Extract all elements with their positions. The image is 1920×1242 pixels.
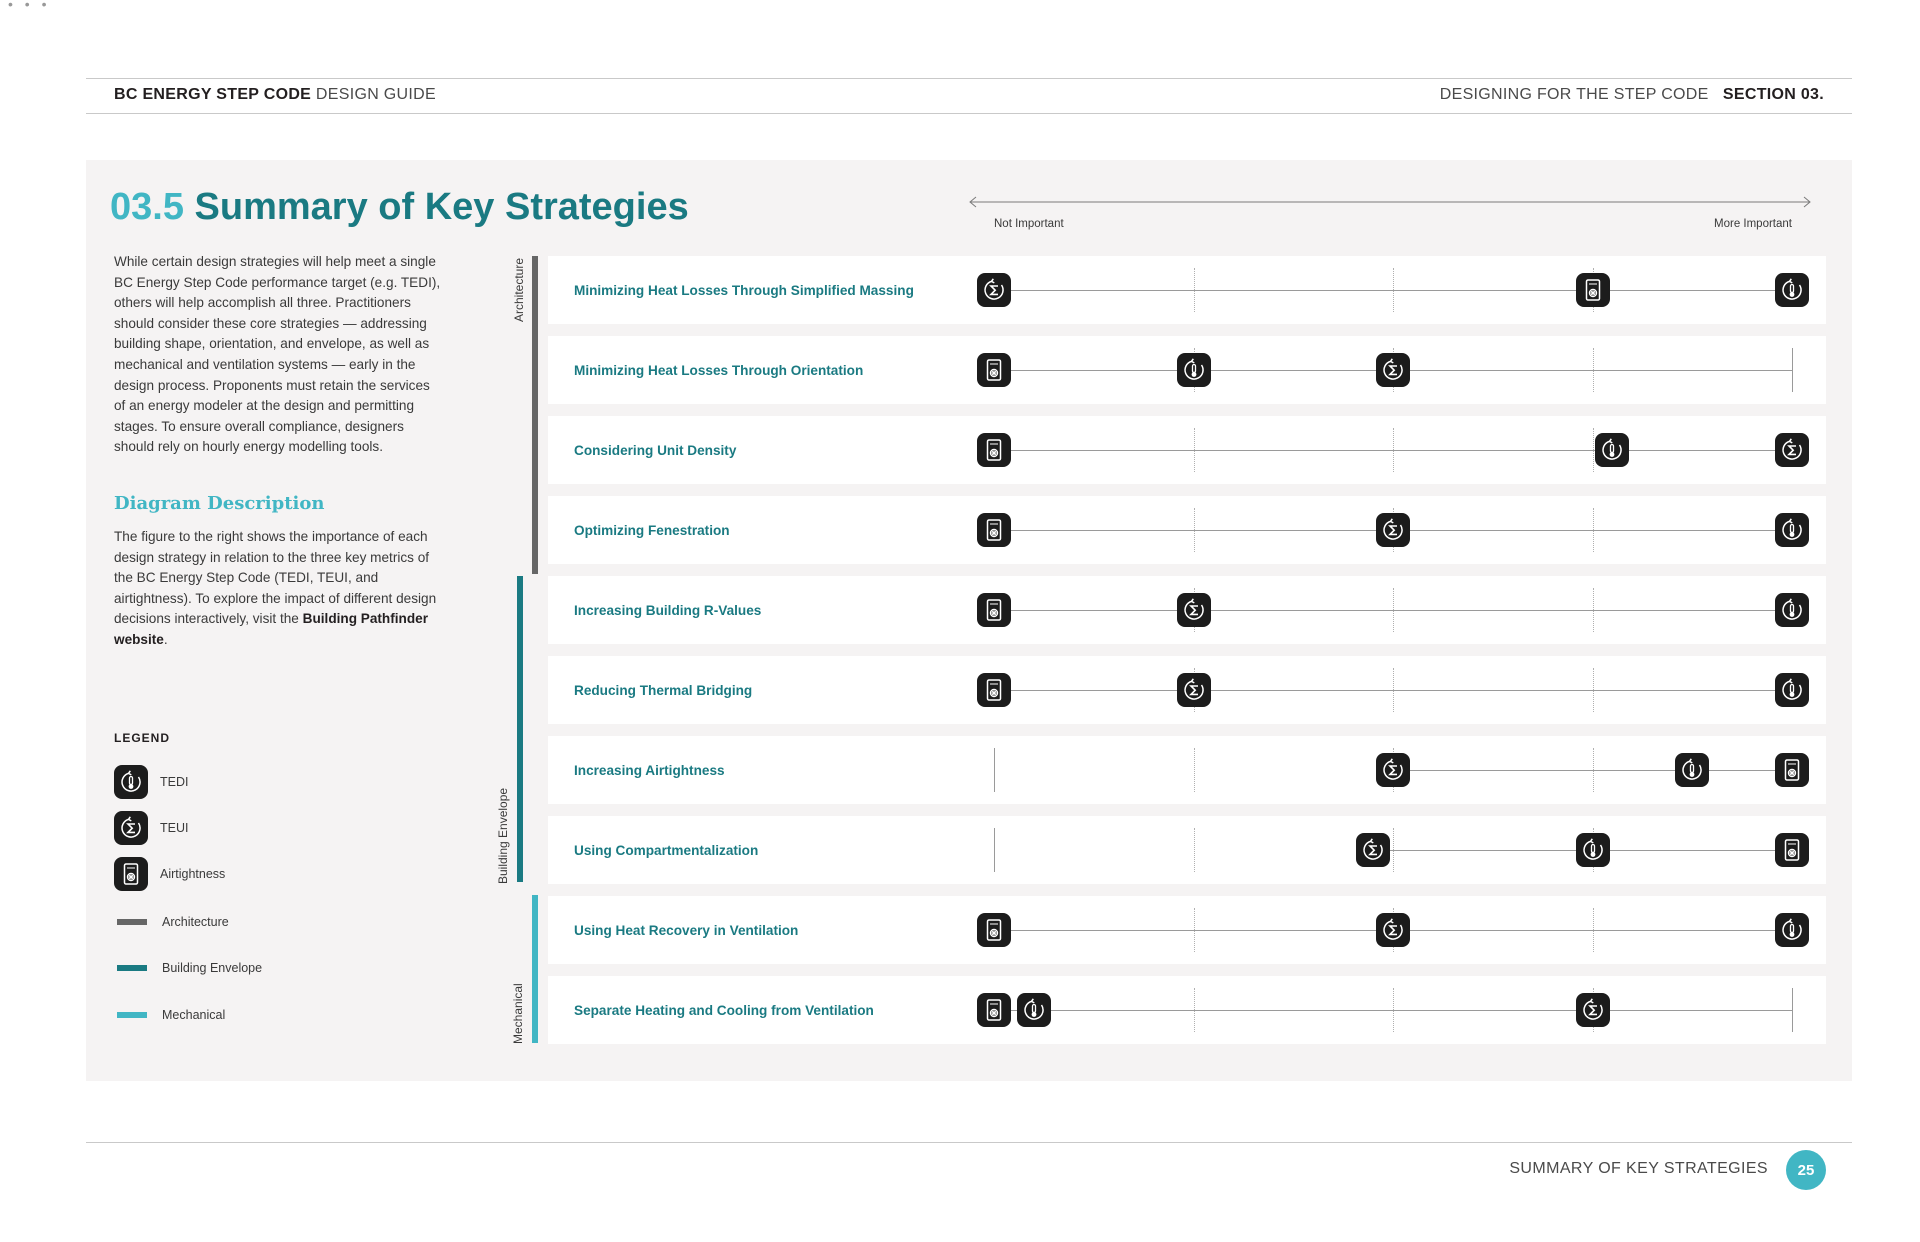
importance-line: [994, 610, 1792, 611]
strategy-label: Considering Unit Density: [574, 442, 737, 458]
page-number: 25: [1786, 1150, 1826, 1190]
strategy-label: Increasing Building R-Values: [574, 602, 762, 618]
strategy-label: Increasing Airtightness: [574, 762, 725, 778]
category-label-architecture: Architecture: [512, 257, 526, 322]
sigma-icon: [1356, 833, 1390, 867]
door-fan-icon: [977, 593, 1011, 627]
sigma-icon: [114, 811, 148, 845]
legend-item-mechanical: Mechanical: [114, 997, 225, 1033]
door-fan-icon: [1775, 753, 1809, 787]
strategy-label: Optimizing Fenestration: [574, 522, 730, 538]
category-label-building-envelope: Building Envelope: [496, 787, 510, 884]
thermometer-icon: [1775, 513, 1809, 547]
importance-line: [994, 690, 1792, 691]
header-top-rule: [86, 78, 1852, 79]
window-dots: • • •: [8, 0, 51, 12]
door-fan-icon: [977, 353, 1011, 387]
strategy-label: Separate Heating and Cooling from Ventilation: [574, 1002, 874, 1018]
sigma-icon: [1177, 673, 1211, 707]
door-fan-icon: [1775, 833, 1809, 867]
diagram-description-text: The figure to the right shows the importance of each design strategy in relation to the three key metrics of the BC Energy Step Code (TEDI, TEUI, and airtightness). To explore the impact of different design decisions interactively, visit the Building Pathfinder website.: [114, 529, 437, 647]
building-envelope-swatch: [117, 965, 147, 971]
thermometer-icon: [114, 765, 148, 799]
header-bottom-rule: [86, 113, 1852, 114]
thermometer-icon: [1177, 353, 1211, 387]
legend-item-teui: TEUI: [114, 810, 188, 846]
legend-item-architecture: Architecture: [114, 904, 229, 940]
axis-label-not-important: Not Important: [994, 218, 1064, 230]
strategy-label: Minimizing Heat Losses Through Simplified Massing: [574, 282, 914, 298]
door-fan-icon: [977, 513, 1011, 547]
page-title: 03.5 Summary of Key Strategies: [110, 186, 689, 228]
strategy-label: Using Heat Recovery in Ventilation: [574, 922, 799, 938]
axis-end-tick: [1792, 988, 1793, 1032]
door-fan-icon: [114, 857, 148, 891]
importance-line: [1393, 770, 1792, 771]
legend-item-tedi: TEDI: [114, 764, 188, 800]
sigma-icon: [1376, 753, 1410, 787]
building-pathfinder-link[interactable]: Building Pathfinder website: [114, 611, 428, 647]
gridline: [1194, 828, 1195, 872]
thermometer-icon: [1775, 273, 1809, 307]
door-fan-icon: [977, 913, 1011, 947]
thermometer-icon: [1576, 833, 1610, 867]
mechanical-swatch: [117, 1012, 147, 1018]
sigma-icon: [1775, 433, 1809, 467]
sigma-icon: [977, 273, 1011, 307]
door-fan-icon: [977, 993, 1011, 1027]
sigma-icon: [1177, 593, 1211, 627]
legend-item-building-envelope: Building Envelope: [114, 950, 262, 986]
importance-line: [994, 1010, 1792, 1011]
axis-end-tick: [1792, 348, 1793, 392]
architecture-swatch: [117, 919, 147, 925]
sigma-icon: [1376, 513, 1410, 547]
importance-line: [994, 450, 1792, 451]
category-bar-building-envelope: [517, 576, 523, 882]
importance-axis-arrow: [968, 196, 1812, 208]
axis-end-tick: [994, 748, 995, 792]
running-header-right: DESIGNING FOR THE STEP CODE SECTION 03.: [1439, 86, 1824, 103]
axis-label-more-important: More Important: [1714, 218, 1792, 230]
sigma-icon: [1376, 913, 1410, 947]
running-header-left: BC ENERGY STEP CODE DESIGN GUIDE: [114, 86, 436, 103]
thermometer-icon: [1675, 753, 1709, 787]
category-bar-mechanical: [532, 895, 538, 1043]
sigma-icon: [1576, 993, 1610, 1027]
strategy-label: Reducing Thermal Bridging: [574, 682, 753, 698]
thermometer-icon: [1017, 993, 1051, 1027]
axis-end-tick: [994, 828, 995, 872]
strategy-label: Using Compartmentalization: [574, 842, 759, 858]
thermometer-icon: [1775, 913, 1809, 947]
legend-item-airtightness: Airtightness: [114, 856, 225, 892]
diagram-description-heading: Diagram Description: [114, 493, 325, 514]
legend-title: LEGEND: [114, 731, 171, 745]
importance-line: [994, 290, 1792, 291]
strategy-label: Minimizing Heat Losses Through Orientation: [574, 362, 864, 378]
category-label-mechanical: Mechanical: [511, 983, 525, 1044]
door-fan-icon: [977, 433, 1011, 467]
door-fan-icon: [1576, 273, 1610, 307]
intro-paragraph: While certain design strategies will help meet a single BC Energy Step Code performance target (e.g. TEDI), others will help accomplish all three. Practitioners should consider these core strategies — addressing building shape, orientation, and envelope, as well as mechanical and ventilation systems — early in the design process. Proponents must retain the services of an energy modeler at the design and permitting stages. To ensure overall compliance, designers should rely on hourly energy modelling tools.: [114, 254, 441, 455]
door-fan-icon: [977, 673, 1011, 707]
thermometer-icon: [1775, 593, 1809, 627]
footer-label: SUMMARY OF KEY STRATEGIES: [1509, 1160, 1768, 1177]
category-bar-architecture: [532, 256, 538, 574]
thermometer-icon: [1775, 673, 1809, 707]
thermometer-icon: [1595, 433, 1629, 467]
sigma-icon: [1376, 353, 1410, 387]
gridline: [1194, 748, 1195, 792]
footer-rule: [86, 1142, 1852, 1143]
